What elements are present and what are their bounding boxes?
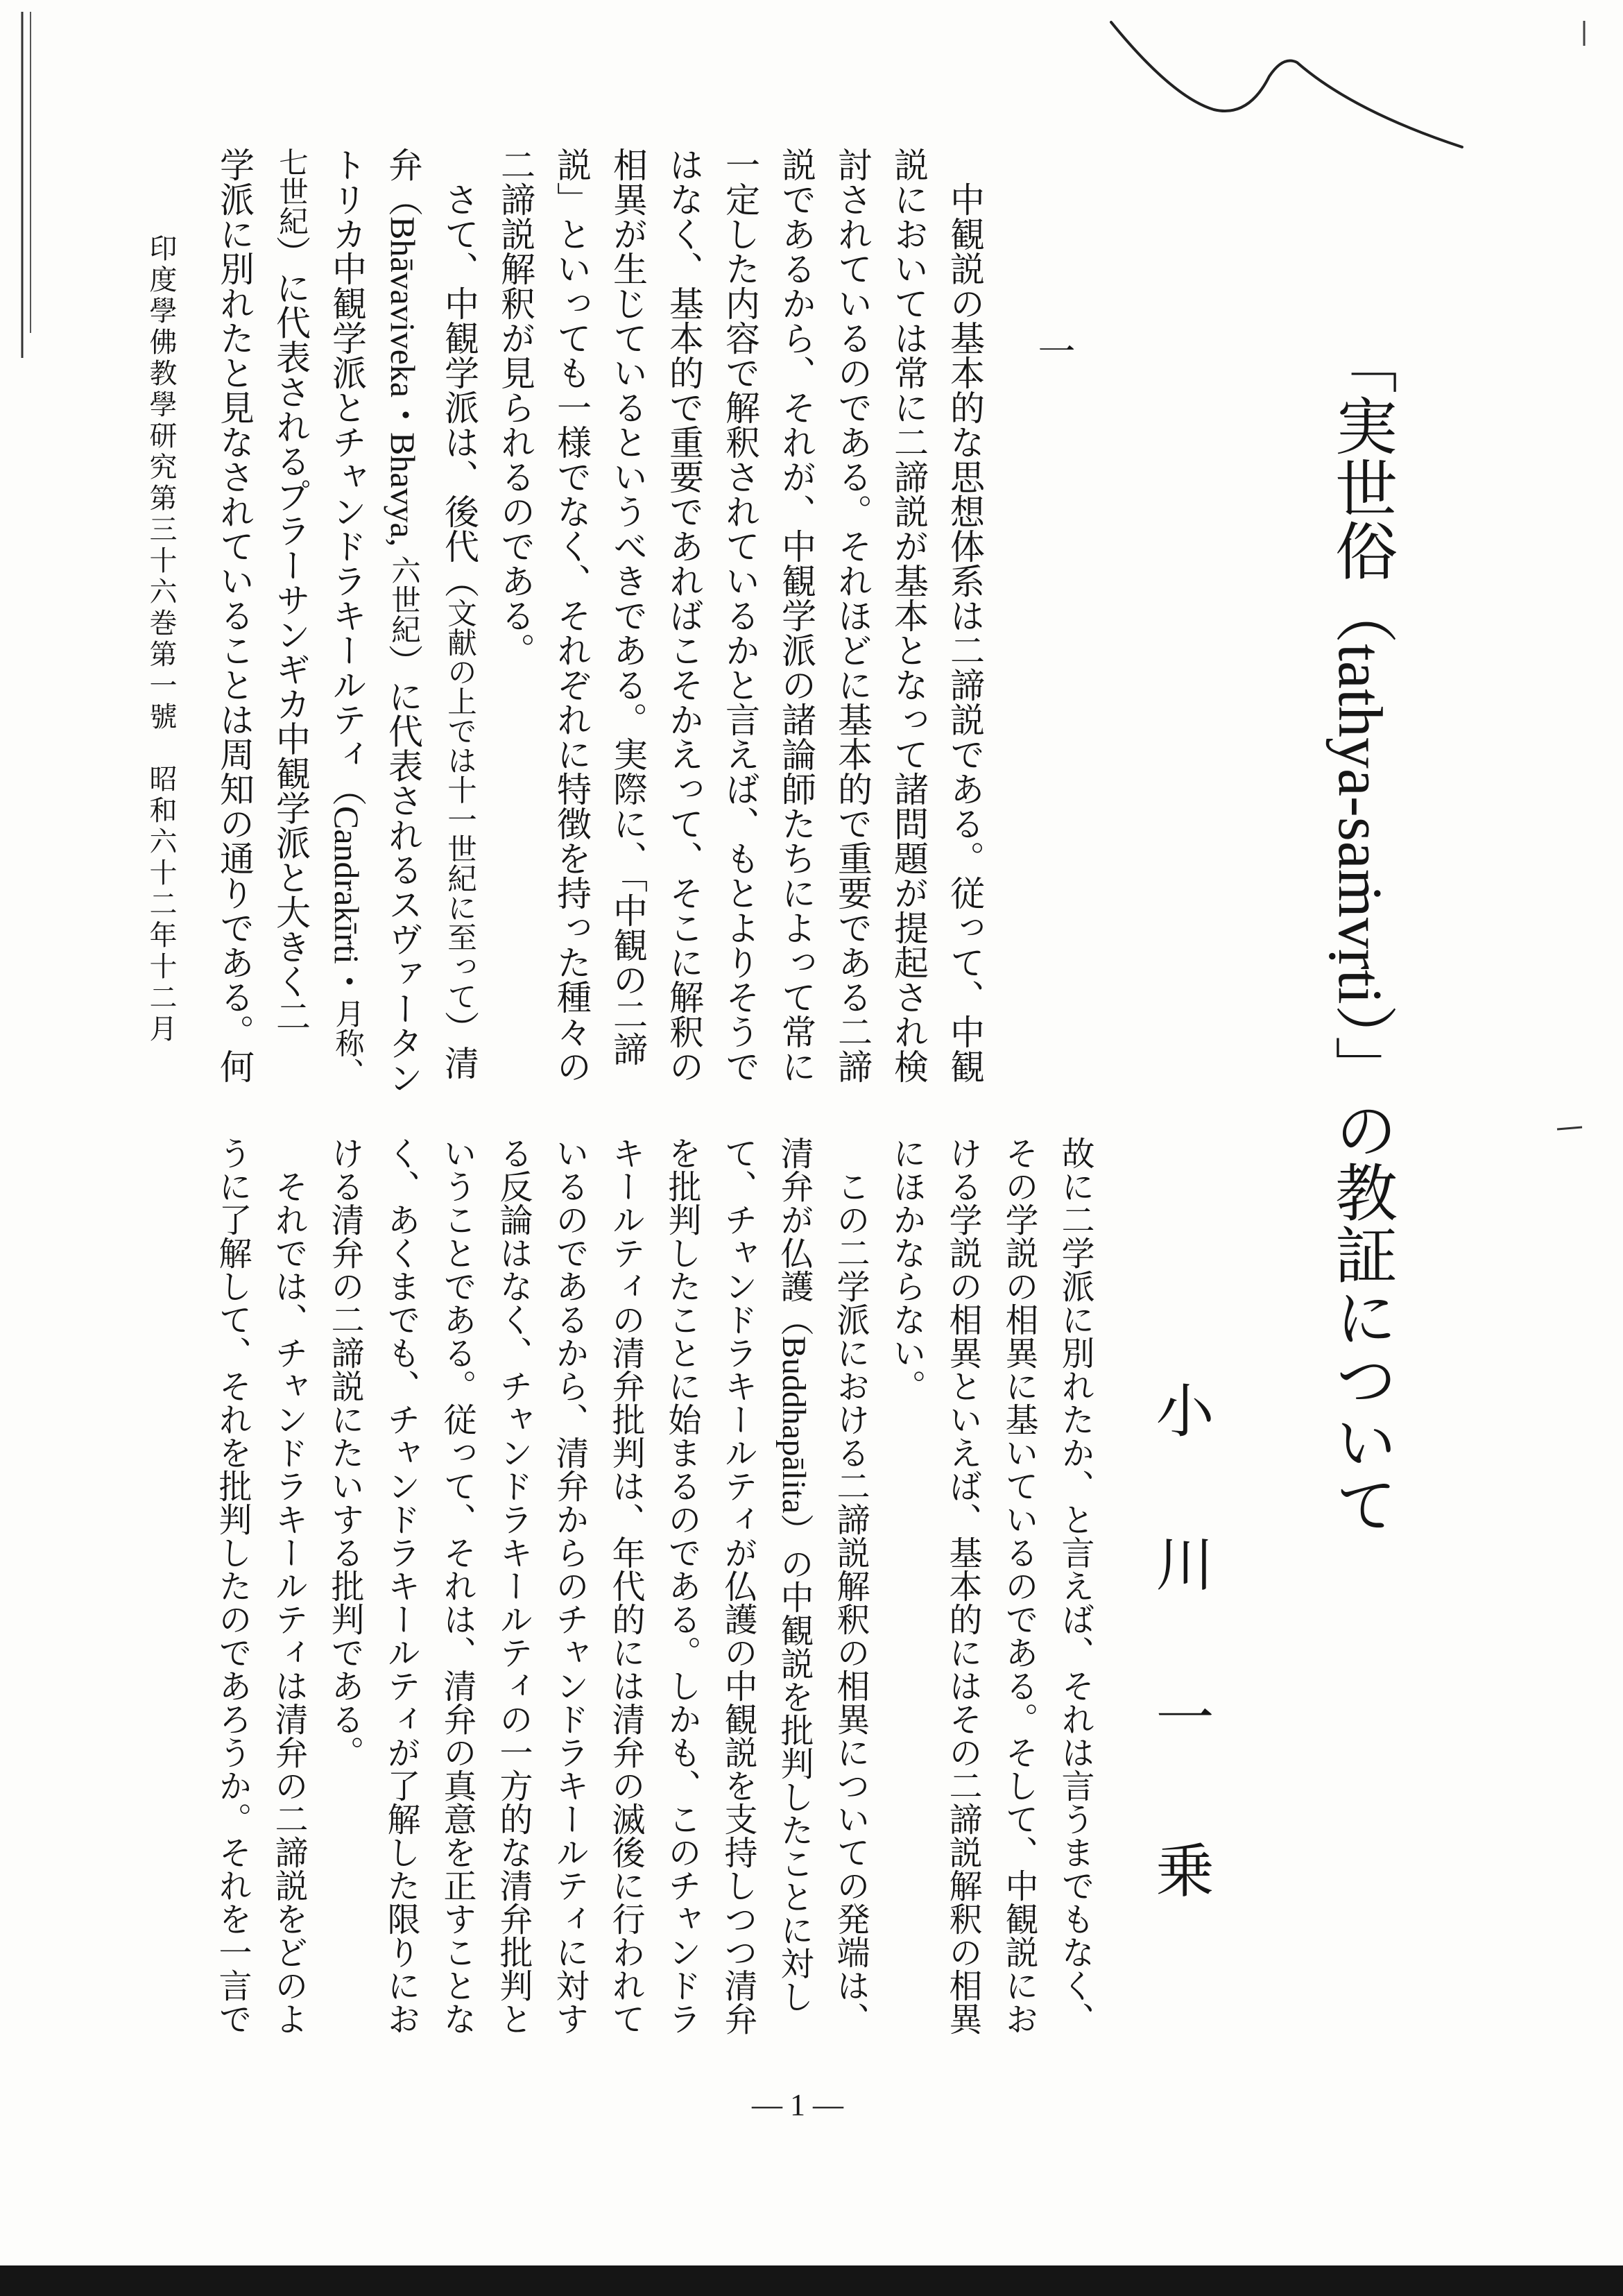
text-column: 相異が生じているというべきである。実際に、「中観の二諦 <box>608 147 647 1066</box>
text-column <box>431 147 487 1104</box>
bottom-scan-edge <box>0 2265 1623 2296</box>
text-column: 説であるから、それが、中観学派の諸論師たちによって常に <box>777 147 816 1083</box>
text-column: それでは、チャンドラキールティは清弁の二諦説をどのよ <box>270 1136 307 2035</box>
text-column <box>375 147 431 1104</box>
text-column: 清弁が仏護（Buddhapālita）の中観説を批判したことに対し <box>775 1136 812 2013</box>
text-column <box>318 147 375 1104</box>
paper-title: 「実世俗（tathya-saṁvṛti）」の教証について <box>1325 332 1394 1535</box>
text-column <box>262 147 318 1104</box>
body-text-upper <box>206 147 993 1104</box>
text-column: いうことである。従って、それは、清弁の真意を正すことな <box>438 1136 475 2035</box>
text-column: て、チャンドラキールティが仏護の中観説を支持しつつ清弁 <box>719 1136 756 2035</box>
text-column: 説においては常に二諦説が基本となって諸問題が提起され検 <box>889 147 928 1083</box>
body-text-lower <box>204 1136 1103 2052</box>
text-segment: さて、中観学派は、後代（ <box>440 147 479 598</box>
author-name: 小川一乗 <box>1147 1380 1212 1994</box>
text-column: その学説の相異に基いているのである。そして、中観説にお <box>1000 1136 1037 2035</box>
page-number: — 1 — <box>752 2088 843 2122</box>
text-column: はなく、基本的で重要であればこそかえって、そこに解釈の <box>664 147 703 1083</box>
section-number: 一 <box>1033 332 1074 369</box>
text-column: 学派に別れたと見なされていることは周知の通りである。何 <box>215 147 254 1083</box>
text-segment: トリカ中観学派とチャンドラキールティ（Candrakīrti・ <box>327 147 366 999</box>
text-column: ける清弁の二諦説にたいする批判である。 <box>326 1136 363 1769</box>
text-column: 説」といっても一様でなく、それぞれに特徴を持った種々の <box>552 147 591 1083</box>
text-column: いるのであるから、清弁からのチャンドラキールティに対す <box>551 1136 587 2035</box>
inline-note: 七世紀 <box>275 147 307 236</box>
inline-note: 六世紀 <box>387 555 420 644</box>
text-column: この二学派における二諦説解釈の相異についての発端は、 <box>832 1136 868 2035</box>
text-column: うに了解して、それを批判したのであろうか。それを一言で <box>214 1136 250 2035</box>
text-column: にほかならない。 <box>888 1136 925 1403</box>
text-column: キールティの清弁批判は、年代的には清弁の滅後に行われて <box>607 1136 644 2035</box>
journal-citation: 印度學佛教學研究第三十六巻第一號 昭和六十二年十二月 <box>146 234 177 1045</box>
margin-mark <box>1557 1127 1582 1129</box>
text-column: 故に二学派に別れたか、と言えば、それは言うまでもなく、 <box>1056 1136 1093 2035</box>
text-column: く、あくまでも、チャンドラキールティが了解した限りにお <box>382 1136 419 2035</box>
inline-note: 文献の上では十一世紀に至って <box>443 598 476 1011</box>
text-segment: ）に代表されるプラーサンギカ中観学派と大きく二 <box>271 235 310 1034</box>
text-segment: 弁（Bhāvaviveka・Bhavya, <box>384 147 422 556</box>
text-column: る反論はなく、チャンドラキールティの一方的な清弁批判と <box>495 1136 531 2035</box>
pen-stroke-mark <box>1111 22 1462 147</box>
text-column: ける学説の相異といえば、基本的にはその二諦説解釈の相異 <box>944 1136 981 2035</box>
text-column: を批判したことに始まるのである。しかも、このチャンドラ <box>663 1136 700 2035</box>
text-column: 中観説の基本的な思想体系は二諦説である。従って、中観 <box>945 147 984 1083</box>
text-segment: ）清 <box>440 1011 479 1080</box>
text-segment: ）に代表されるスヴァータン <box>384 644 422 1095</box>
inline-note: 月称、 <box>331 998 363 1088</box>
text-column: 二諦説解釈が見られるのである。 <box>496 147 535 667</box>
text-column: 討されているのである。それほどに基本的で重要である二諦 <box>833 147 872 1083</box>
text-column: 一定した内容で解釈されているかと言えば、もとよりそうで <box>721 147 759 1083</box>
